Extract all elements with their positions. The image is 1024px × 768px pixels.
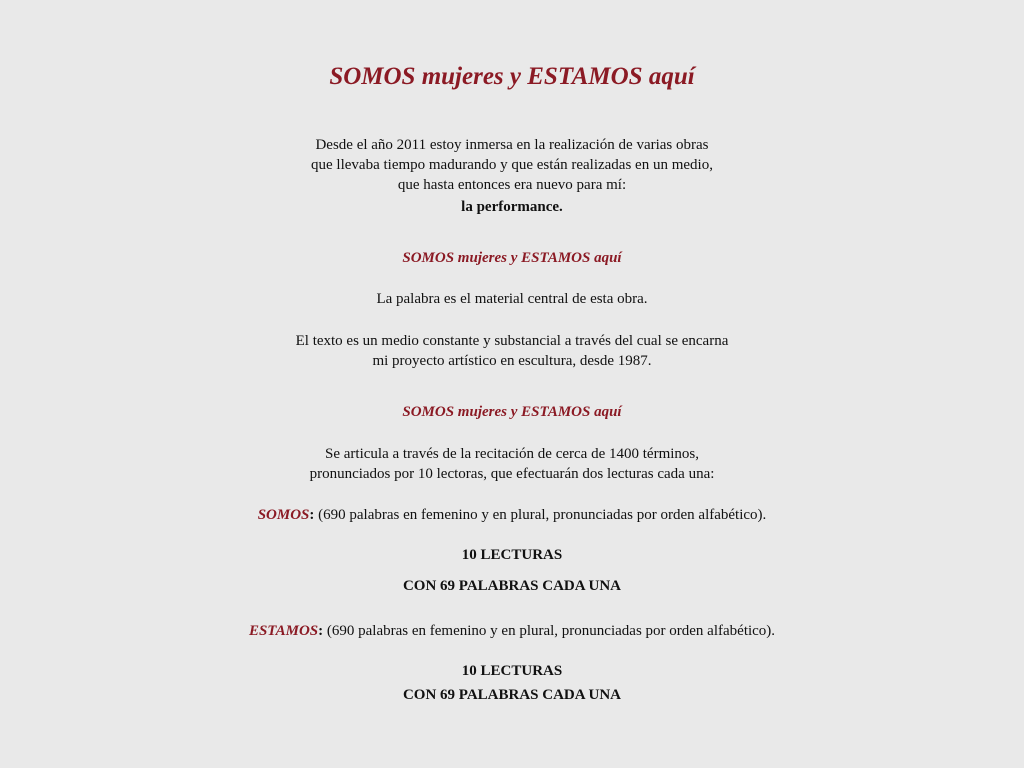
estamos-line (0, 622, 1024, 640)
estamos-description: (690 palabras en femenino y en plural, pronunciadas por orden alfabético). (323, 623, 776, 639)
estamos-palabras: CON 69 PALABRAS CADA UNA (402, 687, 622, 703)
estamos-colon: : (318, 623, 324, 639)
estamos-lecturas: 10 LECTURAS (461, 663, 563, 679)
somos-lecturas: 10 LECTURAS (461, 547, 563, 563)
page-title: SOMOS mujeres y ESTAMOS aquí (329, 63, 695, 90)
section-subtitle-1: SOMOS mujeres y ESTAMOS aquí (402, 250, 622, 266)
texto-line-1: El texto es un medio constante y substancial a través del cual se encarna (295, 333, 729, 349)
intro-line-2: que llevaba tiempo madurando y que están realizadas en un medio, (311, 157, 713, 173)
intro-line-3: que hasta entonces era nuevo para mí: (397, 177, 627, 193)
estamos-keyword: ESTAMOS (248, 623, 319, 639)
section-subtitle-2: SOMOS mujeres y ESTAMOS aquí (402, 404, 622, 420)
intro-line-1: Desde el año 2011 estoy inmersa en la realización de varias obras (315, 137, 709, 153)
somos-palabras: CON 69 PALABRAS CADA UNA (402, 578, 622, 594)
somos-line (0, 506, 1024, 524)
articula-line-1: Se articula a través de la recitación de cerca de 1400 términos, (325, 446, 699, 462)
articula-line-2: pronunciados por 10 lectoras, que efectuarán dos lecturas cada una: (309, 466, 715, 482)
somos-keyword: SOMOS (257, 507, 310, 523)
somos-description: (690 palabras en femenino y en plural, pronunciadas por orden alfabético). (314, 507, 767, 523)
somos-colon: : (309, 507, 315, 523)
texto-line-2: mi proyecto artístico en escultura, desde 1987. (372, 353, 652, 369)
palabra-line: La palabra es el material central de esta obra. (376, 291, 648, 307)
intro-bold-line: la performance. (461, 199, 563, 215)
